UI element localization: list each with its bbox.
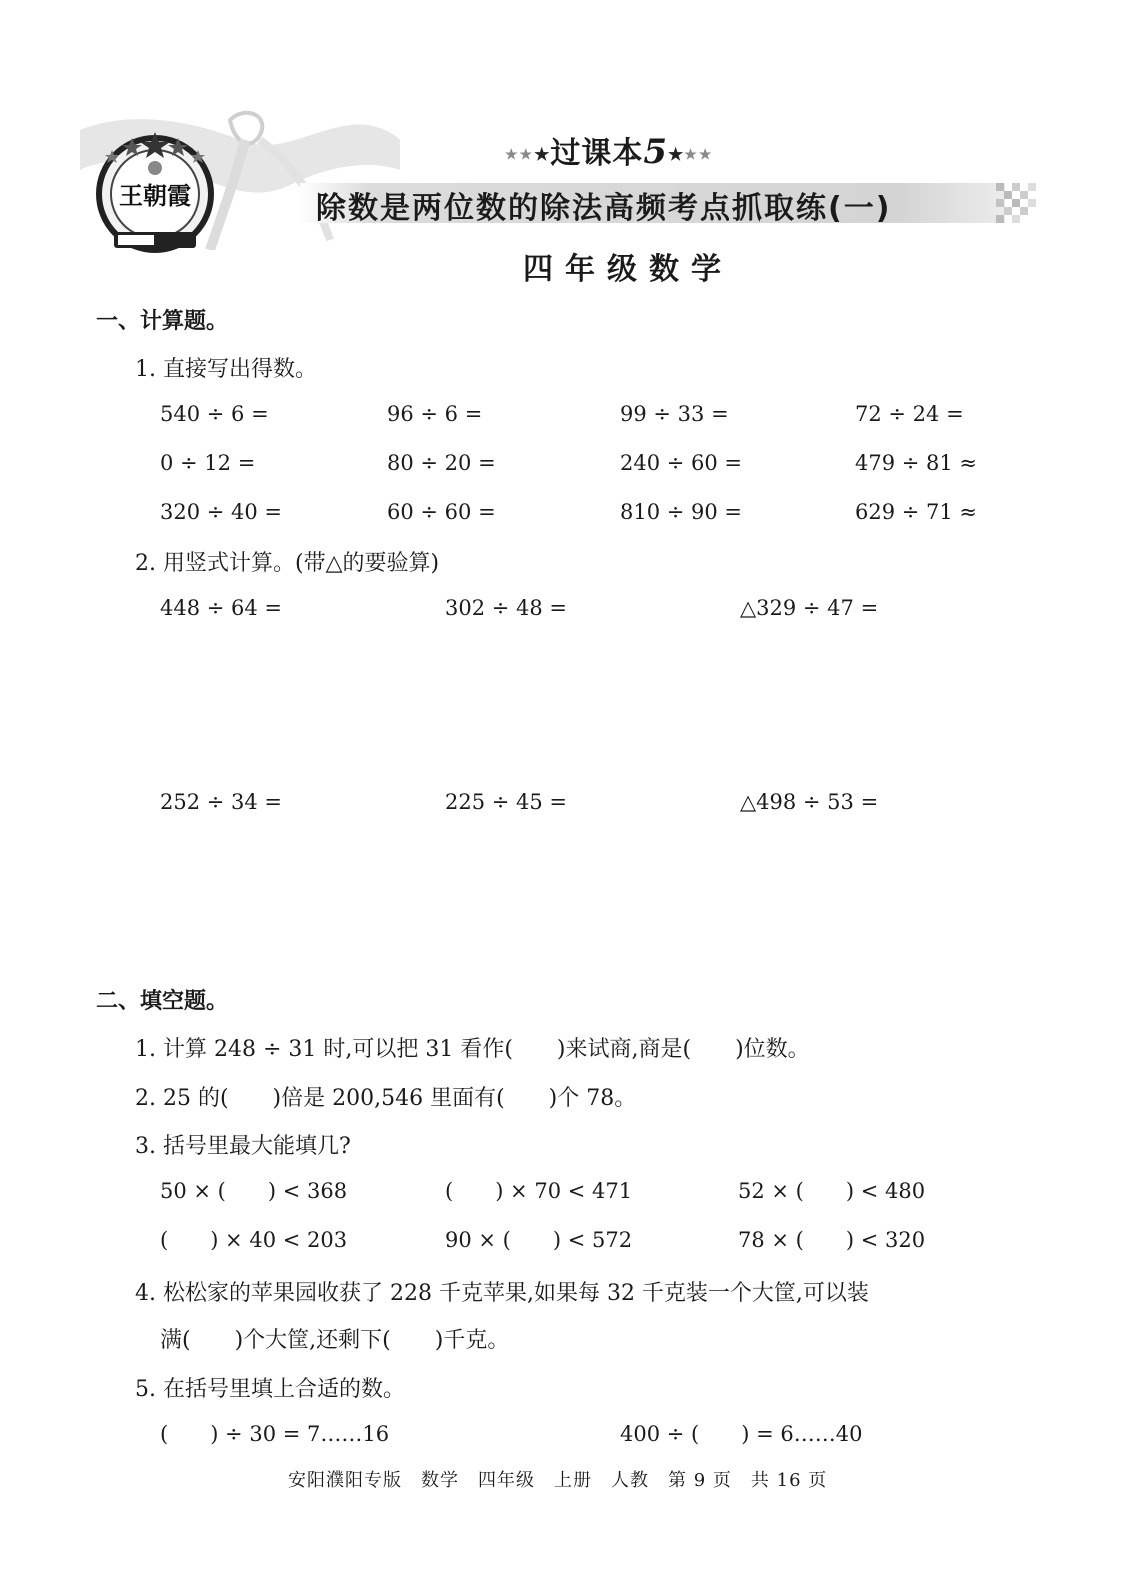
- checker-decoration: [996, 183, 1040, 223]
- expression: ( ) ÷ 30 = 7……16: [160, 1422, 390, 1446]
- page-subtitle: 四年级数学: [523, 252, 733, 287]
- question-text: 4. 松松家的苹果园收获了 228 千克苹果,如果每 32 千克装一个大筐,可以装: [135, 1281, 869, 1306]
- expression: △498 ÷ 53 =: [740, 790, 879, 814]
- expression: 90 × ( ) < 572: [445, 1228, 633, 1252]
- section-heading: 一、计算题。: [96, 309, 229, 334]
- expression: 540 ÷ 6 =: [160, 402, 269, 426]
- expression: ( ) × 70 < 471: [445, 1179, 633, 1203]
- expression: 252 ÷ 34 =: [160, 790, 283, 814]
- expression: 52 × ( ) < 480: [738, 1179, 926, 1203]
- svg-text:王朝霞: 王朝霞: [119, 181, 191, 210]
- star-icon: ★★: [684, 147, 714, 163]
- star-icon: ★★: [505, 147, 535, 163]
- expression: 479 ÷ 81 ≈: [855, 451, 978, 475]
- expression: 448 ÷ 64 =: [160, 596, 283, 620]
- question-label: 2. 用竖式计算。(带△的要验算): [135, 551, 440, 576]
- expression: 0 ÷ 12 =: [160, 451, 256, 475]
- expression: 99 ÷ 33 =: [620, 402, 729, 426]
- question-text: 满( )个大筐,还剩下( )千克。: [160, 1328, 510, 1353]
- page-footer: 安阳濮阳专版 数学 四年级 上册 人教 第 9 页 共 16 页: [288, 1470, 828, 1491]
- expression: ( ) × 40 < 203: [160, 1228, 348, 1252]
- star-icon: ★: [534, 145, 551, 165]
- expression: 96 ÷ 6 =: [387, 402, 483, 426]
- star-icon: ★: [668, 145, 685, 165]
- series-label: ★★★过课本5★★★: [505, 132, 714, 172]
- expression: 629 ÷ 71 ≈: [855, 500, 978, 524]
- expression: 810 ÷ 90 =: [620, 500, 743, 524]
- page-title: 除数是两位数的除法高频考点抓取练(一): [316, 191, 892, 226]
- question-label: 1. 直接写出得数。: [135, 357, 317, 382]
- expression: 78 × ( ) < 320: [738, 1228, 926, 1252]
- question-label: 3. 括号里最大能填几?: [135, 1134, 351, 1159]
- expression: 225 ÷ 45 =: [445, 790, 568, 814]
- expression: 80 ÷ 20 =: [387, 451, 496, 475]
- expression: 72 ÷ 24 =: [855, 402, 964, 426]
- expression: 50 × ( ) < 368: [160, 1179, 348, 1203]
- section-heading: 二、填空题。: [96, 989, 229, 1014]
- expression: 302 ÷ 48 =: [445, 596, 568, 620]
- expression: 320 ÷ 40 =: [160, 500, 283, 524]
- logo-seal: [92, 128, 218, 258]
- question-text: 2. 25 的( )倍是 200,546 里面有( )个 78。: [135, 1086, 637, 1111]
- expression: △329 ÷ 47 =: [740, 596, 879, 620]
- expression: 240 ÷ 60 =: [620, 451, 743, 475]
- expression: 60 ÷ 60 =: [387, 500, 496, 524]
- question-label: 5. 在括号里填上合适的数。: [135, 1377, 405, 1402]
- expression: 400 ÷ ( ) = 6……40: [620, 1422, 863, 1446]
- question-text: 1. 计算 248 ÷ 31 时,可以把 31 看作( )来试商,商是( )位数。: [135, 1037, 810, 1062]
